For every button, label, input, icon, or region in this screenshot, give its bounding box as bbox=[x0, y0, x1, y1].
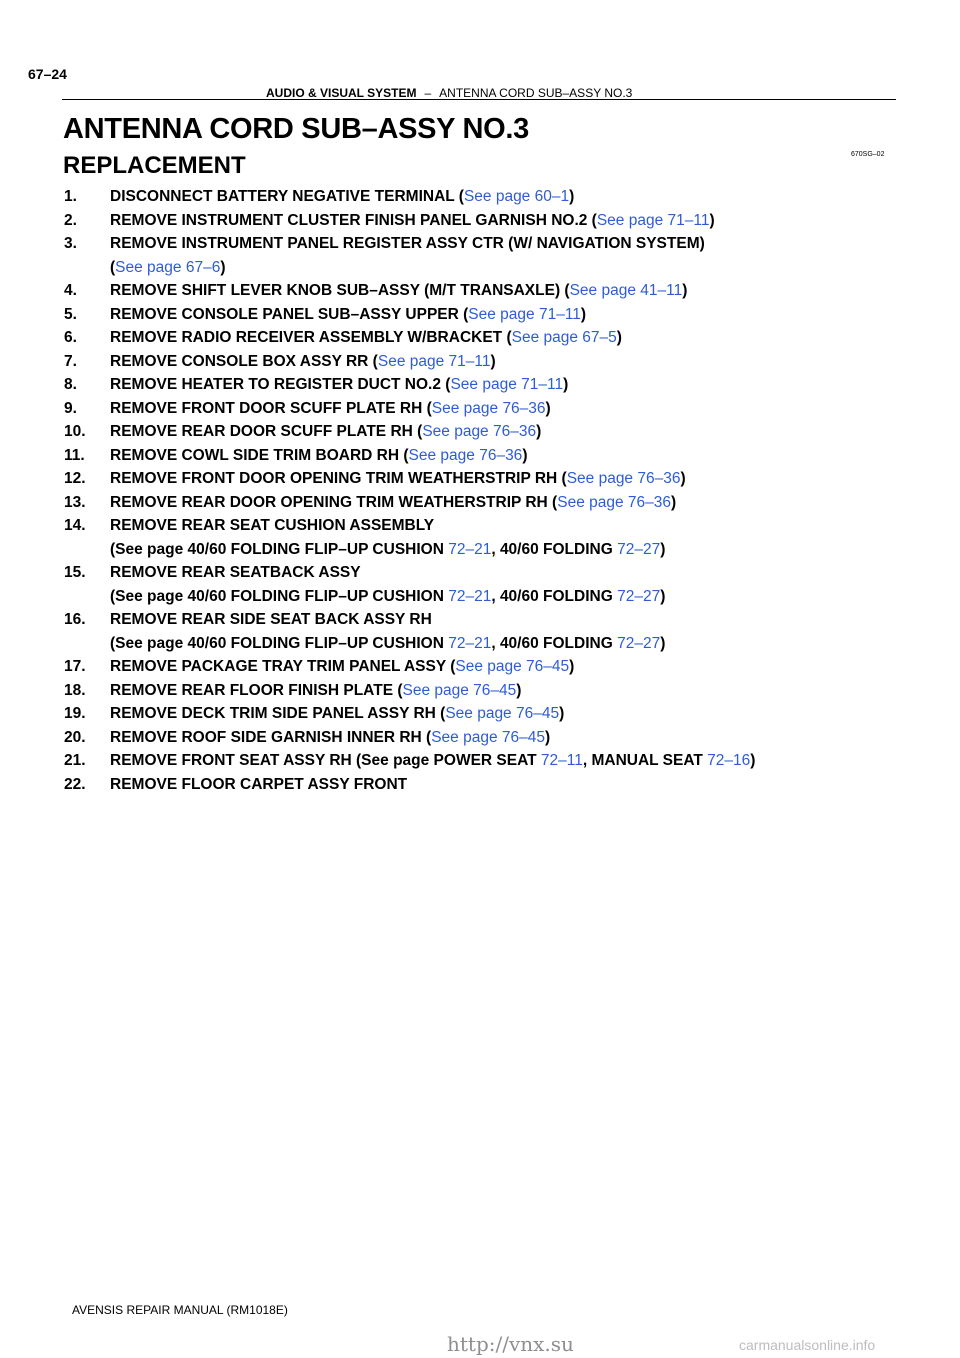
step-number: 18. bbox=[64, 681, 86, 699]
step-text bbox=[110, 773, 914, 797]
step-number: 13. bbox=[64, 493, 86, 511]
step-text bbox=[110, 491, 914, 515]
header-rule bbox=[62, 99, 896, 100]
step-reference-text: , 40/60 FOLDING bbox=[491, 587, 618, 605]
step-item bbox=[64, 749, 914, 773]
step-number: 3. bbox=[64, 235, 77, 252]
step-reference-text: , 40/60 FOLDING bbox=[491, 634, 618, 652]
step-label: REMOVE REAR SEATBACK ASSY bbox=[110, 564, 361, 581]
footer: AVENSIS REPAIR MANUAL (RM1018E) bbox=[72, 1303, 288, 1317]
step-reference-text: (See page 40/60 FOLDING FLIP–UP CUSHION bbox=[110, 634, 449, 652]
step-item bbox=[64, 679, 914, 703]
step-item bbox=[64, 608, 914, 655]
step-item bbox=[64, 373, 914, 397]
page-reference-link[interactable]: 72–16 bbox=[707, 752, 751, 769]
step-number: 17. bbox=[64, 658, 86, 675]
step-item bbox=[64, 397, 914, 421]
step-item bbox=[64, 726, 914, 750]
step-text bbox=[110, 749, 914, 773]
step-text bbox=[110, 702, 914, 726]
step-label: REMOVE PACKAGE TRAY TRIM PANEL ASSY ( bbox=[110, 658, 456, 675]
step-number: 4. bbox=[64, 282, 77, 299]
step-number: 12. bbox=[64, 470, 86, 487]
step-paren: ) bbox=[545, 728, 551, 746]
step-number: 5. bbox=[64, 305, 77, 323]
document-code: 670SG–02 bbox=[851, 151, 885, 158]
step-text bbox=[110, 679, 914, 703]
step-number: 16. bbox=[64, 611, 86, 628]
page-number: 67–24 bbox=[28, 66, 67, 82]
page-reference-link[interactable]: See page 76–36 bbox=[566, 470, 681, 487]
step-paren: ) bbox=[660, 634, 666, 652]
step-label: REMOVE REAR DOOR SCUFF PLATE RH ( bbox=[110, 423, 423, 440]
step-paren: ) bbox=[616, 329, 622, 346]
step-text bbox=[110, 420, 914, 444]
step-reference-text: (See page 40/60 FOLDING FLIP–UP CUSHION bbox=[110, 587, 449, 605]
step-text bbox=[110, 350, 914, 374]
corner-mark: carmanualsonline.info bbox=[739, 1337, 876, 1353]
step-continuation bbox=[110, 256, 914, 280]
step-number: 10. bbox=[64, 423, 86, 440]
page-reference-link[interactable]: 72–21 bbox=[448, 634, 492, 652]
step-reference-text: (See page 40/60 FOLDING FLIP–UP CUSHION bbox=[110, 540, 449, 558]
page-reference-link[interactable]: See page 71–11 bbox=[450, 376, 564, 393]
page-reference-link[interactable]: See page 76–45 bbox=[402, 681, 517, 699]
step-paren: ) bbox=[680, 470, 686, 487]
step-item bbox=[64, 350, 914, 374]
step-item bbox=[64, 773, 914, 797]
step-number: 9. bbox=[64, 399, 77, 417]
step-number: 15. bbox=[64, 564, 86, 581]
step-item bbox=[64, 185, 914, 209]
page-reference-link[interactable]: See page 76–45 bbox=[445, 705, 560, 722]
header-subsection: ANTENNA CORD SUB–ASSY NO.3 bbox=[439, 86, 633, 100]
step-paren: ) bbox=[490, 352, 496, 370]
step-reference-text: , 40/60 FOLDING bbox=[491, 540, 618, 558]
section-title: REPLACEMENT bbox=[63, 152, 246, 179]
step-text bbox=[110, 514, 914, 561]
step-paren: ) bbox=[522, 446, 528, 464]
step-item bbox=[64, 279, 914, 303]
page-reference-link[interactable]: See page 76–36 bbox=[422, 423, 537, 440]
page-reference-link[interactable]: See page 60–1 bbox=[463, 188, 570, 205]
step-text bbox=[110, 608, 914, 655]
document-title: ANTENNA CORD SUB–ASSY NO.3 bbox=[63, 113, 529, 145]
step-label: REMOVE COWL SIDE TRIM BOARD RH ( bbox=[110, 446, 409, 464]
step-item bbox=[64, 326, 914, 350]
step-label: REMOVE INSTRUMENT PANEL REGISTER ASSY CTR (W/ NAVIGATION SYSTEM) bbox=[110, 235, 705, 252]
step-label: REMOVE ROOF SIDE GARNISH INNER RH ( bbox=[110, 728, 432, 746]
step-paren: ) bbox=[559, 705, 565, 722]
step-label: REMOVE DECK TRIM SIDE PANEL ASSY RH ( bbox=[110, 705, 446, 722]
step-item bbox=[64, 561, 914, 608]
step-number: 21. bbox=[64, 752, 86, 769]
step-number: 11. bbox=[64, 446, 85, 464]
step-text bbox=[110, 232, 914, 279]
page-reference-link[interactable]: See page 71–11 bbox=[468, 305, 581, 323]
step-label: DISCONNECT BATTERY NEGATIVE TERMINAL ( bbox=[110, 188, 464, 205]
page-reference-link[interactable]: See page 76–45 bbox=[431, 728, 545, 746]
step-text bbox=[110, 185, 914, 209]
step-text bbox=[110, 209, 914, 233]
page-reference-link[interactable]: 72–21 bbox=[448, 540, 492, 558]
page-reference-link[interactable]: See page 71–11 bbox=[377, 352, 491, 370]
page-reference-link[interactable]: See page 67–5 bbox=[511, 329, 617, 346]
step-continuation bbox=[110, 585, 914, 609]
step-label: REMOVE REAR FLOOR FINISH PLATE ( bbox=[110, 681, 403, 699]
step-label: REMOVE REAR DOOR OPENING TRIM WEATHERSTRIP RH ( bbox=[110, 493, 558, 511]
step-paren: ) bbox=[569, 188, 575, 205]
step-number: 2. bbox=[64, 211, 77, 229]
step-paren: ) bbox=[545, 399, 551, 417]
step-continuation bbox=[110, 632, 914, 656]
step-paren: ) bbox=[660, 540, 666, 558]
step-label: REMOVE REAR SIDE SEAT BACK ASSY RH bbox=[110, 611, 432, 628]
watermark: http://vnx.su bbox=[447, 1332, 574, 1356]
step-paren: ) bbox=[563, 376, 569, 393]
step-text bbox=[110, 279, 914, 303]
step-number: 22. bbox=[64, 775, 86, 793]
step-text bbox=[110, 373, 914, 397]
page-reference-link[interactable]: See page 76–36 bbox=[431, 399, 546, 417]
step-paren: ) bbox=[536, 423, 542, 440]
step-paren: ) bbox=[709, 211, 715, 229]
step-label: REMOVE RADIO RECEIVER ASSEMBLY W/BRACKET ( bbox=[110, 329, 512, 346]
step-label: REMOVE FRONT SEAT ASSY RH (See page POWER SEAT bbox=[110, 752, 541, 769]
step-item bbox=[64, 467, 914, 491]
step-text bbox=[110, 655, 914, 679]
step-text bbox=[110, 397, 914, 421]
step-text bbox=[110, 561, 914, 608]
step-item bbox=[64, 232, 914, 279]
step-text bbox=[110, 303, 914, 327]
step-label: REMOVE FLOOR CARPET ASSY FRONT bbox=[110, 775, 408, 793]
step-text bbox=[110, 444, 914, 468]
page-reference-link[interactable]: See page 76–36 bbox=[408, 446, 523, 464]
page-reference-link[interactable]: 72–27 bbox=[617, 634, 661, 652]
step-reference-text: , MANUAL SEAT bbox=[582, 752, 708, 769]
step-number: 19. bbox=[64, 705, 86, 722]
step-paren: ) bbox=[569, 658, 575, 675]
step-item bbox=[64, 702, 914, 726]
step-item bbox=[64, 491, 914, 515]
step-paren: ) bbox=[682, 282, 688, 299]
step-label: REMOVE FRONT DOOR SCUFF PLATE RH ( bbox=[110, 399, 432, 417]
page-reference-link[interactable]: See page 76–45 bbox=[455, 658, 570, 675]
page-reference-link[interactable]: 72–27 bbox=[617, 540, 661, 558]
page-reference-link[interactable]: See page 71–11 bbox=[596, 211, 710, 229]
step-text bbox=[110, 326, 914, 350]
step-label: REMOVE FRONT DOOR OPENING TRIM WEATHERSTRIP RH ( bbox=[110, 470, 567, 487]
step-continuation bbox=[110, 538, 914, 562]
step-number: 1. bbox=[64, 188, 77, 205]
steps-list bbox=[64, 185, 914, 796]
page-reference-link[interactable]: 72–11 bbox=[540, 752, 583, 769]
step-number: 20. bbox=[64, 728, 86, 746]
page-reference-link[interactable]: See page 67–6 bbox=[115, 258, 221, 276]
page-reference-link[interactable]: 72–27 bbox=[617, 587, 661, 605]
step-paren: ) bbox=[220, 258, 226, 276]
step-item bbox=[64, 303, 914, 327]
page-reference-link[interactable]: 72–21 bbox=[448, 587, 492, 605]
header-separator: – bbox=[424, 86, 432, 100]
step-item bbox=[64, 420, 914, 444]
step-paren: ) bbox=[660, 587, 666, 605]
step-text bbox=[110, 726, 914, 750]
page-reference-link[interactable]: See page 76–36 bbox=[557, 493, 672, 511]
step-paren: ) bbox=[516, 681, 522, 699]
step-label: REMOVE INSTRUMENT CLUSTER FINISH PANEL GARNISH NO.2 ( bbox=[110, 211, 597, 229]
step-label: REMOVE HEATER TO REGISTER DUCT NO.2 ( bbox=[110, 376, 451, 393]
header-title bbox=[266, 86, 632, 100]
step-label: REMOVE REAR SEAT CUSHION ASSEMBLY bbox=[110, 517, 435, 534]
step-paren: ) bbox=[580, 305, 587, 323]
step-number: 8. bbox=[64, 376, 77, 393]
step-number: 7. bbox=[64, 352, 77, 370]
step-paren: ) bbox=[671, 493, 677, 511]
step-number: 14. bbox=[64, 517, 86, 534]
step-label: REMOVE CONSOLE BOX ASSY RR ( bbox=[110, 352, 378, 370]
step-text bbox=[110, 467, 914, 491]
header-section: AUDIO & VISUAL SYSTEM bbox=[266, 86, 417, 100]
step-item bbox=[64, 209, 914, 233]
step-item bbox=[64, 655, 914, 679]
step-number: 6. bbox=[64, 329, 77, 346]
step-paren: ) bbox=[750, 752, 756, 769]
step-paren: ( bbox=[110, 258, 116, 276]
page-reference-link[interactable]: See page 41–11 bbox=[569, 282, 683, 299]
step-item bbox=[64, 514, 914, 561]
step-label: REMOVE CONSOLE PANEL SUB–ASSY UPPER ( bbox=[110, 305, 469, 323]
step-label: REMOVE SHIFT LEVER KNOB SUB–ASSY (M/T TRANSAXLE) ( bbox=[110, 282, 570, 299]
step-item bbox=[64, 444, 914, 468]
